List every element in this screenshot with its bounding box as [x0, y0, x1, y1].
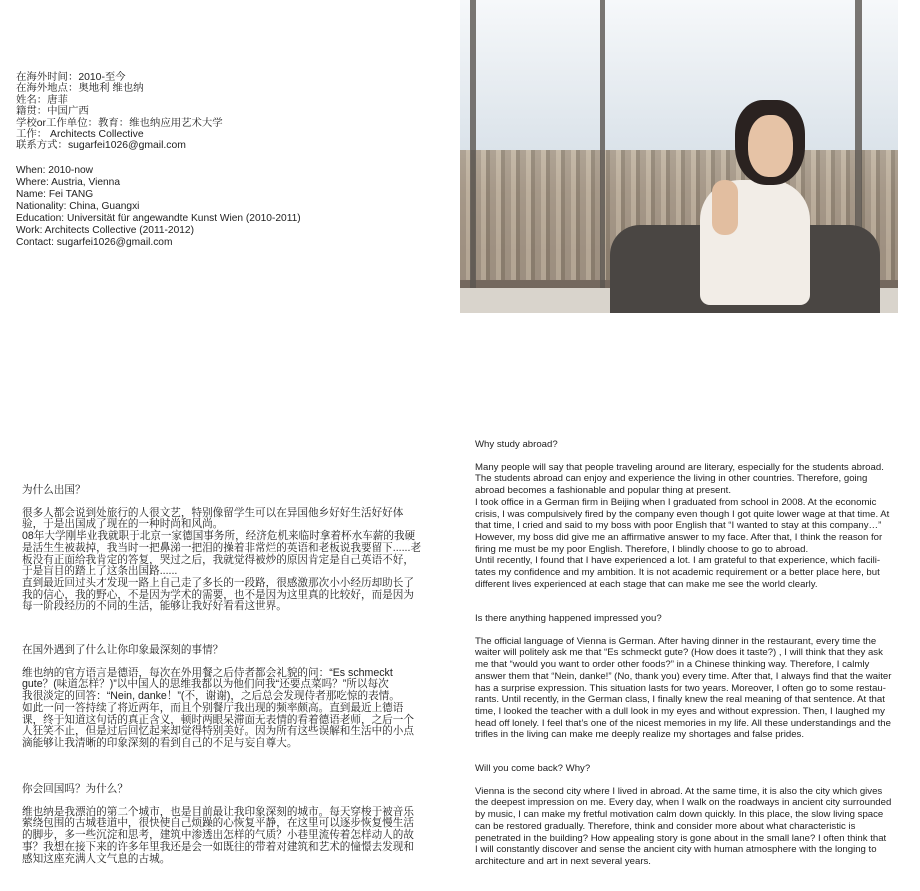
paragraph-line: 板没有正面给我肯定的答复，哭过之后，我就觉得被炒的原因肯定是自己英语不好， — [22, 553, 414, 566]
paragraph-line: 滴能够让我清晰的印象深刻的看到自己的不足与妄自尊大。 — [22, 736, 298, 749]
paragraph-line: 课，终于知道这句话的真正含义，顿时两眼呆滞面无表情的看着德语老师，之后一个 — [22, 713, 414, 726]
paragraph-line: However, my boss did give me an affirmative answer to my face. After that, I think the reason for — [475, 531, 883, 543]
info-line: 姓名：唐菲 — [16, 94, 68, 106]
paragraph-line: by music, I can make my fretful motivation calm down quickly. In this place, the slow living space — [475, 809, 884, 821]
paragraph-line: 维也纳的官方语言是德语，每次在外用餐之后侍者都会礼貌的问：“Es schmeckt — [22, 666, 393, 679]
paragraph-line: Many people will say that people traveling around are literary, especially for the students abroad. — [475, 461, 884, 473]
info-line: When: 2010-now — [16, 165, 94, 176]
zh-section-come-back — [22, 784, 414, 865]
info-line: 籍贯：中国广西 — [16, 106, 89, 118]
info-line: 联系方式：sugarfei1026@gmail.com — [16, 140, 186, 152]
paragraph-line: me that “would you want to order other foods?” in a Chinese thinking way. Therefore, I calmly — [475, 659, 870, 671]
zh-section-impression — [22, 645, 414, 750]
paragraph-line: crisis, I was compulsively fired by the company even though I got quite lower wage at that time. At — [475, 508, 890, 520]
paragraph-line: Until recently, I found that I have experienced a lot. I am grateful to that experience, which facili- — [475, 555, 881, 567]
paragraph-line: rants. Until recently, in the German class, I finally knew the real meaning of that sentence. At that — [475, 694, 885, 706]
paragraph-line: 我的信心，我的野心，不是因为学术的需要，也不是因为这里真的比较好，而是因为 — [22, 588, 414, 601]
paragraph-line: the deepest impression on me. Every day, when I walk on the roadways in ancient city surrounded — [475, 797, 892, 809]
paragraph-line: has a surprise expression. This situation lasts for two years. Moreover, I often go to some restau- — [475, 682, 886, 694]
section-title: 为什么出国？ — [22, 484, 86, 496]
woman-face — [748, 115, 793, 177]
paragraph-line: waiter will politely ask me that “Es schmeckt gute? (How does it taste?) , I will think that they ask — [475, 647, 883, 659]
paragraph-line: 的脚步，多一些沉淀和思考，建筑中渗透出怎样的气质？小巷里流传着怎样动人的故 — [22, 829, 414, 842]
paragraph-line: The students abroad can enjoy and experience the living in other countries. Therefore, going — [475, 473, 868, 485]
paragraph-line: 维也纳是我漂泊的第二个城市，也是目前最让我印象深刻的城市。每天穿梭于被音乐 — [22, 805, 414, 818]
profile-info-english — [16, 165, 301, 249]
paragraph-line: 事？我想在接下来的许多年里我还是会一如既往的带着对建筑和艺术的憧憬去发现和 — [22, 840, 414, 853]
paragraph-line: 人狂笑不止，但是过后回忆起来却觉得特别美好。因为所有这些误解和生活中的小点 — [22, 725, 414, 738]
paragraph-line: gute？(味道怎样？)”以中国人的思维我都以为他们问我“还要点菜吗？”所以每次 — [22, 678, 389, 691]
info-line: 在海外地点：奥地利 维也纳 — [16, 83, 144, 95]
paragraph-line: can be restored gradually. Therefore, think and consider more about what characteristic is — [475, 820, 856, 832]
info-line: 工作： Architects Collective — [16, 129, 144, 141]
info-line: 学校or工作单位：教育：维也纳应用艺术大学 — [16, 117, 223, 129]
info-line: 在海外时间：2010-至今 — [16, 72, 126, 83]
section-title: 在国外遇到了什么让你印象最深刻的事情？ — [22, 644, 224, 656]
paragraph-line: 是活生生被裁掉，我当时一把鼻涕一把泪的操着非常烂的英语和老板说我要留下......老 — [22, 541, 422, 554]
paragraph-line: 验，于是出国成了现在的一种时尚和风尚。 — [22, 518, 224, 531]
woman-arm — [712, 180, 738, 235]
paragraph-line: 每一阶段经历的不同的生活，能够让我好好看看这世界。 — [22, 600, 287, 613]
paragraph-line: that time, I cried and said to my boss with poor English that “I wanted to stay at this company…” — [475, 520, 882, 532]
paragraph-line: different lives experienced at each stage that can make me see the world clearly. — [475, 578, 818, 590]
info-line: Name: Fei TANG — [16, 189, 94, 200]
info-line: Work: Architects Collective (2011-2012) — [16, 225, 194, 236]
paragraph-line: I will constantly discover and sense the ancient city with human atmosphere with the longing to — [475, 844, 877, 856]
paragraph-line: 直到最近回过头才发现一路上自己走了多长的一段路，很感激那次小小经历却助长了 — [22, 576, 414, 589]
profile-info-chinese — [16, 72, 223, 152]
section-title: 你会回国吗？为什么？ — [22, 783, 128, 795]
paragraph-line: 萦绕包围的古城巷道中，很快使自己烦躁的心恢复平静，在这里可以逐步恢复慢生活 — [22, 817, 414, 830]
paragraph-line: The official language of Vienna is German. After having dinner in the restaurant, every time the — [475, 635, 877, 647]
paragraph-line: Vienna is the second city where I lived in abroad. At the same time, it is also the city which gives — [475, 785, 883, 797]
paragraph-line: 如此一问一答持续了将近两年，而且个别餐厅我出现的频率颇高。直到最近上德语 — [22, 701, 404, 714]
paragraph-line: architecture and art in next several years. — [475, 855, 651, 867]
paragraph-line: 感知这座充满人文气息的古城。 — [22, 852, 171, 865]
paragraph-line: head off lonely. I feel that’s one of the nicest memories in my life. All these understandings and the — [475, 717, 891, 729]
paragraph-line: answer them that “Nein, danke!” (No, thank you) every time. After that, I always find that the waiter — [475, 670, 892, 682]
info-line: Nationality: China, Guangxi — [16, 201, 140, 212]
section-title: Will you come back? Why? — [475, 763, 591, 774]
paragraph-line: penetrated in the building? How appealing story is gone about in the small lane? I often think that — [475, 832, 887, 844]
en-section-impression — [475, 613, 891, 741]
paragraph-line: 于是盲目的踏上了这条出国路...... — [22, 565, 178, 578]
paragraph-line: tates my confidence and my ambition. It is not academic requirement or a better place here, but — [475, 567, 880, 579]
en-section-why-abroad — [475, 439, 889, 590]
paragraph-line: 08年大学刚毕业我就职于北京一家德国事务所，经济危机来临时拿着杯水车薪的我硬 — [22, 530, 416, 543]
section-title: Why study abroad? — [475, 439, 558, 450]
paragraph-line: abroad becomes a fashionable and popular thing at present. — [475, 485, 732, 497]
paragraph-line: time, I looked the teacher with a dull look in my eyes and without expression. Then, I laughed my — [475, 705, 885, 717]
info-line: Contact: sugarfei1026@gmail.com — [16, 237, 173, 248]
paragraph-line: I took office in a German firm in Beijing when I graduated from school in 2008. At the economic — [475, 496, 877, 508]
paragraph-line: 我很淡定的回答：“Nein, danke！”(不，谢谢)，之后总会发现侍者那吃惊的表情。 — [22, 690, 400, 703]
paragraph-line: 很多人都会说到处旅行的人很文艺，特别像留学生可以在异国他乡好好生活好好体 — [22, 506, 404, 519]
paragraph-line: firing me must be my poor English. Therefore, I blindly choose to go to abroad. — [475, 543, 809, 555]
zh-section-why-abroad — [22, 485, 421, 613]
en-section-come-back — [475, 763, 891, 868]
info-line: Education: Universität für angewandte Kunst Wien (2010-2011) — [16, 213, 301, 224]
paragraph-line: trifles in the living can make me deeply realize my shortages and false prides. — [475, 729, 805, 741]
section-title: Is there anything happened impressed you? — [475, 613, 662, 624]
info-line: Where: Austria, Vienna — [16, 177, 121, 188]
